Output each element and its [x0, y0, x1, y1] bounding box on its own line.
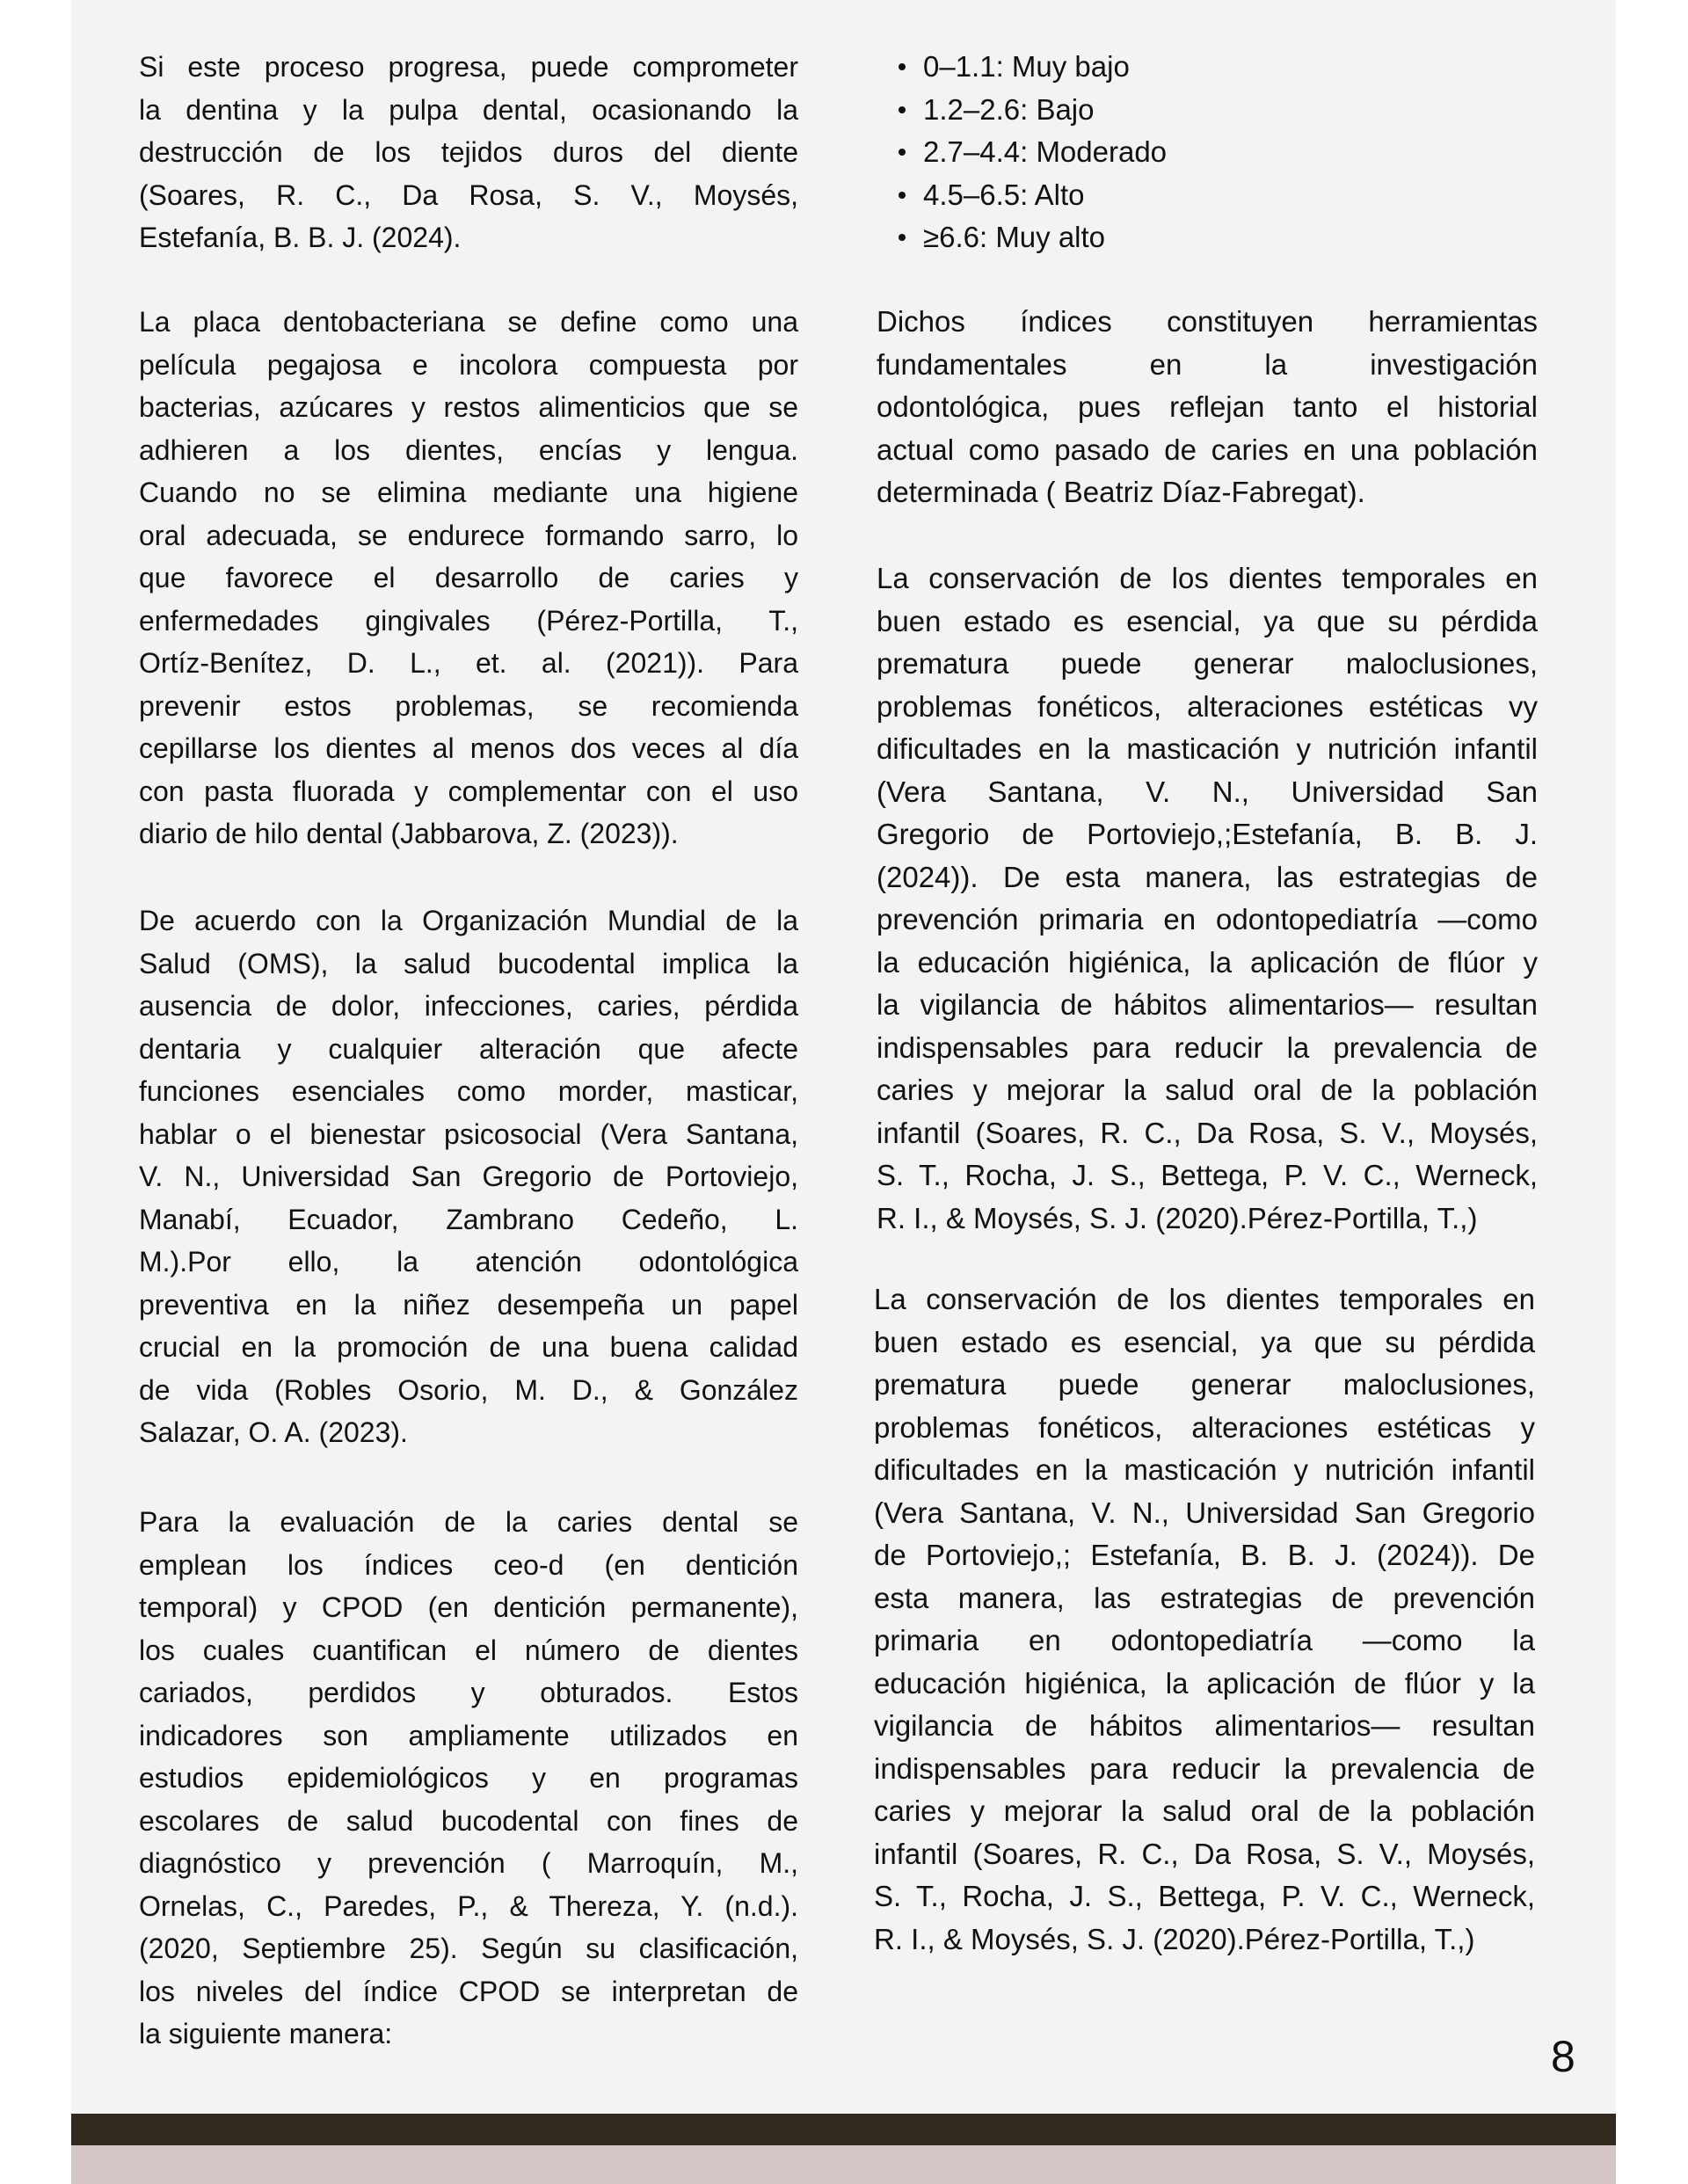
text-line: Si este proceso progresa, puede comprometer [139, 51, 798, 83]
text-line: temporal) y CPOD (en dentición permanente), [139, 1591, 798, 1623]
text-line: dificultades en la masticación y nutrición infantil [877, 732, 1538, 765]
text-line: odontológica, pues reflejan tanto el historial [877, 390, 1538, 423]
text-line: prematura puede generar maloclusiones, [877, 647, 1538, 680]
text-line: destrucción de los tejidos duros del diente [139, 136, 798, 168]
paragraph-caries-indices [139, 1501, 798, 2056]
text-line: educación higiénica, la aplicación de flúor y la [874, 1666, 1535, 1700]
text-line: (2020, Septiembre 25). Según su clasificación, [139, 1933, 798, 1964]
text-line: cepillarse los dientes al menos dos veces al día [139, 732, 798, 764]
text-line: los cuales cuantifican el número de dientes [139, 1634, 798, 1666]
text-line: Ornelas, C., Paredes, P., & Thereza, Y. (n.d.). [139, 1889, 798, 1922]
list-item-text: 1.2–2.6: Bajo [923, 92, 1095, 126]
text-line: esta manera, las estrategias de prevención [874, 1581, 1535, 1614]
text-line: La placa dentobacteriana se define como una [139, 306, 798, 338]
list-item [899, 131, 1167, 174]
text-line: Manabí, Ecuador, Zambrano Cedeño, L. [139, 1203, 798, 1235]
text-line: V. N., Universidad San Gregorio de Portoviejo, [139, 1161, 798, 1192]
bullet-icon [899, 234, 906, 241]
text-line: que favorece el desarrollo de caries y [139, 562, 798, 593]
text-line: prevenir estos problemas, se recomienda [139, 689, 798, 722]
text-line: la vigilancia de hábitos alimentarios— resultan [877, 988, 1538, 1021]
text-line: crucial en la promoción de una buena calidad [139, 1331, 798, 1363]
text-line: La conservación de los dientes temporales en [877, 562, 1538, 594]
text-line: escolares de salud bucodental con fines de [139, 1804, 798, 1837]
text-line: prematura puede generar maloclusiones, [874, 1368, 1535, 1401]
text-line: Salazar, O. A. (2023). [139, 1416, 408, 1448]
text-line: diario de hilo dental (Jabbarova, Z. (2023)). [139, 818, 679, 849]
bullet-icon [899, 106, 906, 113]
text-line: infantil (Soares, R. C., Da Rosa, S. V., Moysés, [874, 1837, 1535, 1870]
list-item [899, 216, 1167, 259]
footer-dark-band [71, 2114, 1616, 2145]
text-line: estudios epidemiológicos y en programas [139, 1762, 798, 1794]
bullet-icon [899, 63, 906, 70]
paragraph-temporary-teeth-1 [877, 557, 1538, 1240]
text-line: buen estado es esencial, ya que su pérdida [877, 604, 1538, 637]
bullet-icon [899, 149, 906, 156]
text-line: funciones esenciales como morder, masticar, [139, 1075, 798, 1107]
text-line: Estefanía, B. B. J. (2024). [139, 222, 462, 253]
text-line: oral adecuada, se endurece formando sarro, lo [139, 519, 798, 551]
text-line: Gregorio de Portoviejo,;Estefanía, B. B. J. [877, 818, 1538, 850]
text-line: S. T., Rocha, J. S., Bettega, P. V. C., Werneck, [874, 1880, 1535, 1912]
list-item [899, 46, 1167, 89]
paragraph-dental-plaque [139, 301, 798, 855]
text-line: Salud (OMS), la salud bucodental implica la [139, 947, 798, 979]
text-line: actual como pasado de caries en una población [877, 433, 1538, 466]
paragraph-temporary-teeth-2 [874, 1278, 1535, 1961]
text-line: dificultades en la masticación y nutrición infantil [874, 1453, 1535, 1486]
text-line: buen estado es esencial, ya que su pérdida [874, 1325, 1535, 1358]
text-line: indicadores son ampliamente utilizados en [139, 1719, 798, 1751]
text-line: M.).Por ello, la atención odontológica [139, 1246, 798, 1278]
text-line: R. I., & Moysés, S. J. (2020).Pérez-Portilla, T.,) [877, 1201, 1478, 1234]
text-line: emplean los índices ceo-d (en dentición [139, 1548, 798, 1581]
text-line: Cuando no se elimina mediante una higiene [139, 477, 798, 508]
text-line: caries y mejorar la salud oral de la población [874, 1795, 1535, 1827]
text-line: vigilancia de hábitos alimentarios— resultan [874, 1709, 1535, 1742]
text-line: la dentina y la pulpa dental, ocasionando la [139, 93, 798, 126]
text-line: dentaria y cualquier alteración que afecte [139, 1032, 798, 1065]
text-line: determinada ( Beatriz Díaz-Fabregat). [877, 476, 1365, 508]
text-line: la siguiente manera: [139, 2018, 393, 2049]
text-line: (Vera Santana, V. N., Universidad San [877, 775, 1538, 808]
page-number: 8 [1551, 2032, 1575, 2081]
text-line: bacterias, azúcares y restos alimenticios que se [139, 391, 798, 423]
text-line: adhieren a los dientes, encías y lengua. [139, 433, 798, 466]
text-line: los niveles del índice CPOD se interpretan de [139, 1975, 798, 2007]
text-line: la educación higiénica, la aplicación de flúor y [877, 945, 1538, 979]
text-line: De acuerdo con la Organización Mundial de la [139, 905, 798, 936]
text-line: de vida (Robles Osorio, M. D., & González [139, 1373, 798, 1406]
list-item-text: 4.5–6.5: Alto [923, 178, 1085, 211]
paragraph-indices-importance [877, 301, 1538, 514]
cpod-levels-list [899, 46, 1167, 259]
text-line: caries y mejorar la salud oral de la población [877, 1074, 1538, 1106]
list-item-text: 2.7–4.4: Moderado [923, 135, 1168, 168]
text-line: diagnóstico y prevención ( Marroquín, M., [139, 1847, 798, 1879]
text-line: indispensables para reducir la prevalencia de [874, 1751, 1535, 1785]
paragraph-caries-progression [139, 46, 798, 259]
text-line: fundamentales en la investigación [877, 347, 1538, 381]
list-item-text: ≥6.6: Muy alto [923, 221, 1106, 253]
list-item [899, 174, 1167, 217]
text-line: hablar o el bienestar psicosocial (Vera Santana, [139, 1117, 798, 1150]
text-line: La conservación de los dientes temporales en [874, 1283, 1535, 1315]
text-line: indispensables para reducir la prevalencia de [877, 1030, 1538, 1064]
text-line: primaria en odontopediatría —como la [874, 1624, 1535, 1656]
text-line: infantil (Soares, R. C., Da Rosa, S. V., Moysés, [877, 1116, 1538, 1149]
text-line: problemas fonéticos, alteraciones estéticas vy [877, 689, 1538, 723]
text-line: Para la evaluación de la caries dental se [139, 1506, 798, 1538]
text-line: enfermedades gingivales (Pérez-Portilla, T., [139, 604, 798, 637]
text-line: R. I., & Moysés, S. J. (2020).Pérez-Portilla, T.,) [874, 1922, 1475, 1955]
text-line: película pegajosa e incolora compuesta por [139, 348, 798, 381]
text-line: Dichos índices constituyen herramientas [877, 305, 1538, 338]
text-line: con pasta fluorada y complementar con el uso [139, 775, 798, 807]
list-item-text: 0–1.1: Muy bajo [923, 50, 1130, 83]
text-line: (Vera Santana, V. N., Universidad San Gregorio [874, 1496, 1535, 1529]
text-line: de Portoviejo,; Estefanía, B. B. J. (2024)). De [874, 1539, 1535, 1571]
bullet-icon [899, 192, 906, 199]
text-line: S. T., Rocha, J. S., Bettega, P. V. C., Werneck, [877, 1159, 1538, 1191]
text-line: cariados, perdidos y obturados. Estos [139, 1677, 798, 1708]
text-line: problemas fonéticos, alteraciones estéticas y [874, 1410, 1535, 1444]
text-line: Ortíz-Benítez, D. L., et. al. (2021)). Para [139, 647, 798, 679]
text-line: (2024)). De esta manera, las estrategias de [877, 860, 1538, 893]
text-line: prevención primaria en odontopediatría —como [877, 903, 1538, 935]
list-item [899, 89, 1167, 132]
text-line: preventiva en la niñez desempeña un papel [139, 1288, 798, 1321]
text-line: ausencia de dolor, infecciones, caries, pérdida [139, 990, 798, 1022]
footer-pink-band [71, 2145, 1616, 2184]
text-line: (Soares, R. C., Da Rosa, S. V., Moysés, [139, 178, 798, 211]
paragraph-oms-oral-health [139, 899, 798, 1454]
